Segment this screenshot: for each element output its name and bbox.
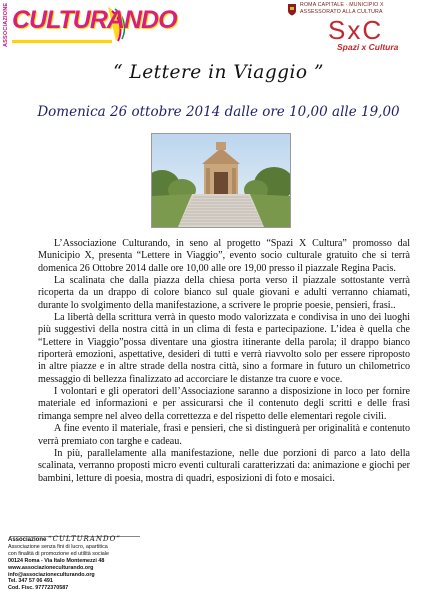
- sxc-logo: SxC: [328, 15, 384, 45]
- paragraph-intro: L’Associazione Culturando, in seno al progetto “Spazi X Cultura” promosso dal Municipio X, presenta “Lettere in Viaggio”, evento socio culturale gratuito che si terrà domenica 26 Ottobre 2014 dalle ore 10,00 alle ore 19,00 presso il piazzale Regina Pacis.: [38, 238, 410, 274]
- paragraph-side-events: In più, parallelamente alla manifestazione, nelle due porzioni di parco a lato della scalinata, verranno proposti micro eventi culturali caratterizzati da: animazione e giochi per bambini, letture di poesia, mostra di quadri, esposizioni di foto e mosaici.: [38, 447, 410, 484]
- paragraph-freedom-of-writing: La libertà della scrittura verrà in questo modo valorizzata e condivisa in uno dei luoghi più suggestivi della nostra città in un clima di festa e partecipazione. L’idea è quella che “Lettere in Viaggio”possa diventare una giostra itinerante della parola; il drappo bianco riporterà emozioni, aspettative, desideri di tutti e verrà riavvolto solo per essere riproposto in altre piazze e in altre strade della nostra città, sino a formare in futuro un chilometrico messaggio di bellezza finalizzato ad accorciare le distanze tra cuore e voce.: [38, 312, 410, 385]
- event-description: [38, 238, 410, 485]
- culturando-logo-text: CULTURANDO: [12, 6, 177, 34]
- footer-description-1: Associazione senza fini di lucro, apartitica: [8, 543, 108, 550]
- roma-capitale-seal-icon: [287, 3, 297, 16]
- paragraph-volunteers: I volontari e gli operatori dell’Associazione saranno a disposizione in loco per fornire materiale ed informazioni e per assicurarsi che il contenuto degli scritti e delle frasi rimanga sempre nel alveo della correttezza e del rispetto delle elementari regole civili.: [38, 386, 410, 422]
- footer-email-link[interactable]: info@associazioneculturando.org: [8, 571, 95, 578]
- footer-heading: [8, 536, 158, 544]
- assessorato-label: ASSESSORATO ALLA CULTURA: [300, 9, 383, 15]
- footer-fiscal-code: Cod. Fisc. 97772370587: [8, 585, 69, 592]
- footer-label: Associazione: [8, 537, 47, 543]
- roma-capitale-label: ROMA CAPITALE · MUNICIPIO X: [300, 2, 384, 8]
- association-vertical-label: ASSOCIAZIONE: [3, 2, 9, 47]
- church-staircase-photo: [151, 133, 291, 228]
- sxc-logo-subtitle: Spazi x Cultura: [337, 42, 399, 52]
- footer-address: 00124 Roma - Via Italo Montemezzi 48: [8, 557, 105, 564]
- association-contact-block: [8, 536, 158, 592]
- footer-phone: Tel. 347 57 06 491: [8, 578, 53, 585]
- event-date: Domenica 26 ottobre 2014 dalle ore 10,00 alle 19,00: [37, 104, 400, 120]
- footer-website-link[interactable]: www.associazioneculturando.org: [8, 564, 94, 571]
- footer-association-name: “CULTURANDO”: [48, 535, 121, 543]
- footer-description-2: con finalità di promozione ed utilità sociale: [8, 550, 109, 557]
- event-title: “ Lettere in Viaggio ”: [113, 62, 324, 83]
- paragraph-staircase: La scalinata che dalla piazza della chiesa porta verso il piazzale sottostante verrà ricoperta da un drappo di colore bianco sul quale giovani e adulti verranno chiamati, durante lo svolgimento della manifestazione, a scrivere le proprie poesie, pensieri, frasi..: [38, 275, 410, 311]
- paragraph-prizes: A fine evento il materiale, frasi e pensieri, che si distinguerà per originalità e contenuto verrà premiato con targhe e cadeau.: [38, 423, 410, 447]
